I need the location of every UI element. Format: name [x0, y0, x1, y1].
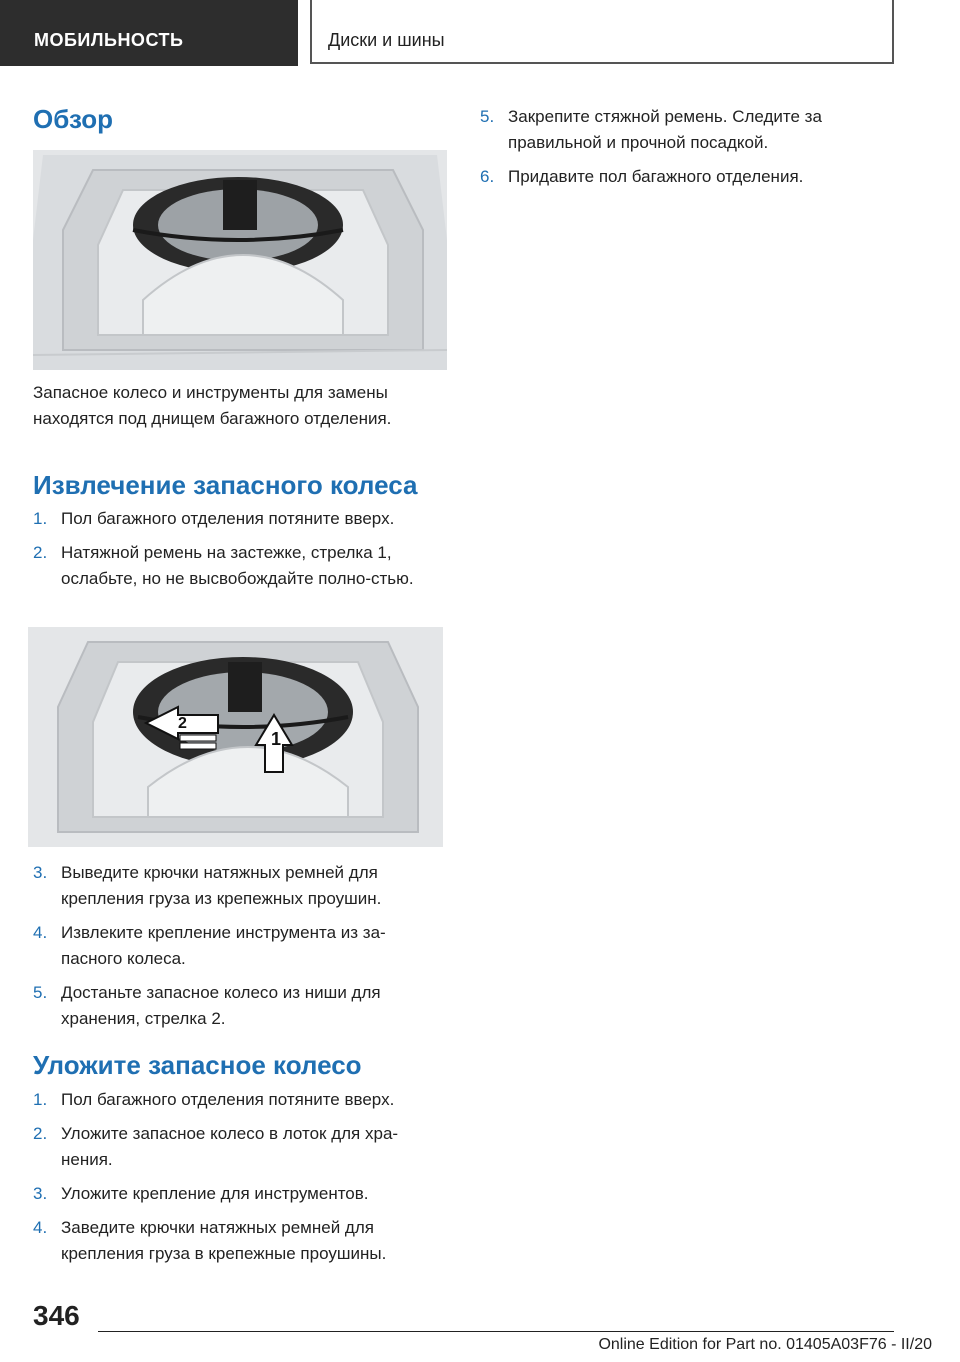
list-item: 3. Уложите крепление для инструментов.	[33, 1184, 369, 1203]
remove-steps-b	[33, 860, 445, 1040]
list-item: 4. Заведите крючки натяжных ремней для крепления груза в крепежные проушины.	[33, 1218, 387, 1263]
list-item: 5. Закрепите стяжной ремень. Следите за правильной и прочной посадкой.	[480, 107, 822, 152]
header-section-label: МОБИЛЬНОСТЬ	[34, 30, 184, 50]
footer-divider	[98, 1331, 894, 1332]
stow-steps	[33, 1087, 445, 1275]
arrow-2-label: 2	[178, 715, 187, 732]
list-item: 2. Натяжной ремень на застежке, стрелка 1, ослабьте, но не высвобождайте полно-стью.	[33, 543, 414, 588]
overview-heading: Обзор	[33, 104, 113, 134]
list-item: 3. Выведите крючки натяжных ремней для крепления груза из крепежных проушин.	[33, 863, 382, 908]
spare-wheel-image	[33, 150, 447, 370]
list-item: 5. Достаньте запасное колесо из ниши для хранения, стрелка 2.	[33, 983, 381, 1028]
list-item: 1. Пол багажного отделения потяните вверх.	[33, 1090, 395, 1109]
header-topic-box	[310, 0, 894, 64]
stow-heading: Уложите запасное колесо	[33, 1050, 362, 1080]
list-item: 4. Извлеките крепление инструмента из за-пасного колеса.	[33, 923, 386, 968]
overview-text: Запасное колесо и инструменты для замены находятся под днищем багажного отделения.	[33, 383, 392, 428]
header-topic-label: Диски и шины	[328, 30, 445, 50]
list-item: 1. Пол багажного отделения потяните вверх.	[33, 509, 395, 528]
list-item: 6. Придавите пол багажного отделения.	[480, 167, 804, 186]
stow-steps-right	[480, 104, 880, 198]
footer-edition: Online Edition for Part no. 01405A03F76 - II/20	[598, 1336, 932, 1353]
spare-wheel-arrows-image	[28, 627, 443, 847]
header-section-tab	[0, 0, 298, 66]
arrow-1-label: 1	[271, 729, 282, 749]
page-number: 346	[33, 1300, 80, 1331]
remove-heading: Извлечение запасного колеса	[33, 470, 418, 500]
list-item: 2. Уложите запасное колесо в лоток для хра-нения.	[33, 1124, 399, 1169]
remove-steps-a	[33, 506, 445, 600]
